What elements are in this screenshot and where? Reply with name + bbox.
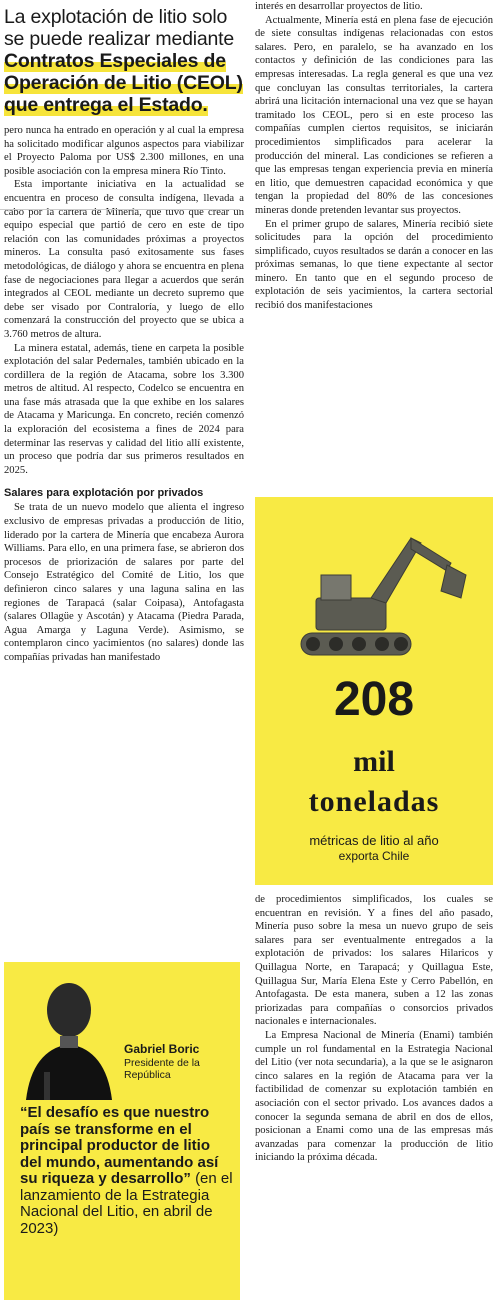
paragraph: La Empresa Nacional de Minería (Enami) también cumple un rol fundamental en la Estrategia Nacional del Litio (ver nota secundaria), a la que se le asignaron cinco salares en la región de Atacama para ver la factibilidad de comenzar su explotación también en asociación con el sector privado. Los avances dados a conocer la segunda semana de abril en dos de ellos, posicionan a Enami como una de las empresas más avanzadas para comenzar la producción de litio iniciando la próxima década. [255, 1029, 493, 1164]
paragraph: Actualmente, Minería está en plena fase de ejecución de siete consultas indígenas relacionadas con estos salares. Pero, en paralelo, se ha avanzado en los contactos y definición de las condiciones para las empresas interesadas. La regla general es que una vez que concluyan las consultas territoriales, la cartera abrirá una licitación internacional una vez que se hayan tramitado los CEOL, pero si en este proceso las compañías cumplen ciertos requisitos, se iniciarán procedimientos simplificados para acelerar la producción del mineral. Las condiciones se refieren a que las empresas tengan experiencia previa en minería en litio, que demuestren capacidad económica y que tengan la propiedad del 80% de las concesiones mineras donde pretenden levantar sus proyectos. [255, 14, 493, 216]
paragraph: pero nunca ha entrado en operación y al cual la empresa ha solicitado modificar algunos aspectos para viabilizar el Proyecto Paloma por US$ 2.300 millones, en una posible asociación con la empresa minera Río Tinto. [4, 125, 244, 177]
speaker-role: Presidente de la República [124, 1057, 200, 1081]
paragraph: En el primer grupo de salares, Minería recibió siete solicitudes para la opción del procedimiento simplificado, cuyos resultados se darán a conocer en las próximas semanas, lo que tiene expectante al sector minero. En tanto que en el segundo proceso de explotación de seis yacimientos, la cartera sectorial recibió dos manifestaciones [255, 218, 493, 312]
stat-unit: toneladas [308, 785, 440, 818]
stat-number: 208 [333, 673, 415, 726]
quote-context: (en el lanzamiento de la Estrategia Nacional del Litio, en abril de 2023) [20, 1170, 233, 1237]
quote-body: “El desafío es que nuestro país se transforme en el principal productor de litio del mundo, aumentando así su riqueza y desarrollo” [20, 1104, 219, 1187]
stat-caption: métricas de litio al año [309, 833, 439, 848]
stat-unit: mil [353, 745, 395, 778]
headline [4, 6, 244, 116]
subhead: Salares para explotación por privados [4, 487, 204, 500]
quote-text [20, 1105, 235, 1237]
speaker-name: Gabriel Boric [124, 1042, 200, 1056]
right-column-bottom [255, 893, 493, 1165]
headline-highlight: Contratos Especiales de Operación de Litio (CEOL) que entrega el Estado. [4, 50, 243, 116]
paragraph: de procedimientos simplificados, los cuales se encuentran en revisión. Y a fines del año pasado, Minería puso sobre la mesa un nuevo grupo de seis salares para ser eventualmente entregados a la explotación de privados: los salares Hilaricos y Quillagua Norte, en Tarapacá; y Quillagua Este, Quillagua Sur, María Elena Este y Cerro Pabellón, en Antofagasta. De esta manera, suben a 12 las zonas priorizadas para compañías o consorcios privados nacionales e internacionales. [255, 894, 493, 1028]
paragraph: Se trata de un nuevo modelo que alienta el ingreso exclusivo de empresas privadas a producción de litio, liderado por la cartera de Minería que encabeza Aurora Williams. Para ello, en una primera fase, se abrieron dos procesos de priorización de salares por parte del Consejo Estratégico del Comité de Litio, los que definieron cinco salares y una laguna salina en las regiones de Tarapacá (salar Coipasa), Antofagasta (salares Ollagüe y Ascotán) y Atacama (Piedra Parada, Agua Amarga y Laguna Verde). Asimismo, se contemplaron cinco yacimientos (no salares) donde las compañías privadas han manifestado [4, 502, 244, 663]
paragraph: Esta importante iniciativa en la actualidad se encuentra en proceso de consulta indígena, llevada a cabo por la cartera de Minería, que tuvo que crear un equipo especial que partió de cero en este de tipo relación con las comunidades próximas a proyectos mineros. La consulta pasó exitosamente sus fases metodológicas, de diálogo y ahora se encuentra en plena fase de negociaciones para llegar a acuerdos que serán integrados al CEOL mediante un decreto supremo que debe ser visado por Contraloría, y luego de ello comenzará la construcción del proyecto que se ubica a 3.760 metros de altura. [4, 179, 244, 340]
paragraph: La minera estatal, además, tiene en carpeta la posible explotación del salar Pedernales, también ubicado en la cordillera de la región de Atacama, sobre los 3.300 metros de altitud. Al respecto, Codelco se encuentra en una fase más atrasada que la que exhibe en los salares de Atacama y Maricunga. En concreto, recién comenzó la exploración del ecosistema a fines de 2024 para determinar las reservas y calidad del litio allí existente, un proceso que podría dar sus primeros resultados en 2025. [4, 342, 244, 476]
divider [0, 209, 240, 210]
paragraph: interés en desarrollar proyectos de litio. [255, 1, 423, 12]
quote-box [4, 962, 240, 1300]
stat-caption: exporta Chile [338, 849, 410, 863]
headline-plain: La explotación de litio solo se puede realizar mediante [4, 6, 235, 50]
portrait-illustration [14, 972, 124, 1102]
right-column [255, 0, 493, 313]
left-column [4, 0, 244, 665]
excavator-icon [261, 503, 487, 673]
